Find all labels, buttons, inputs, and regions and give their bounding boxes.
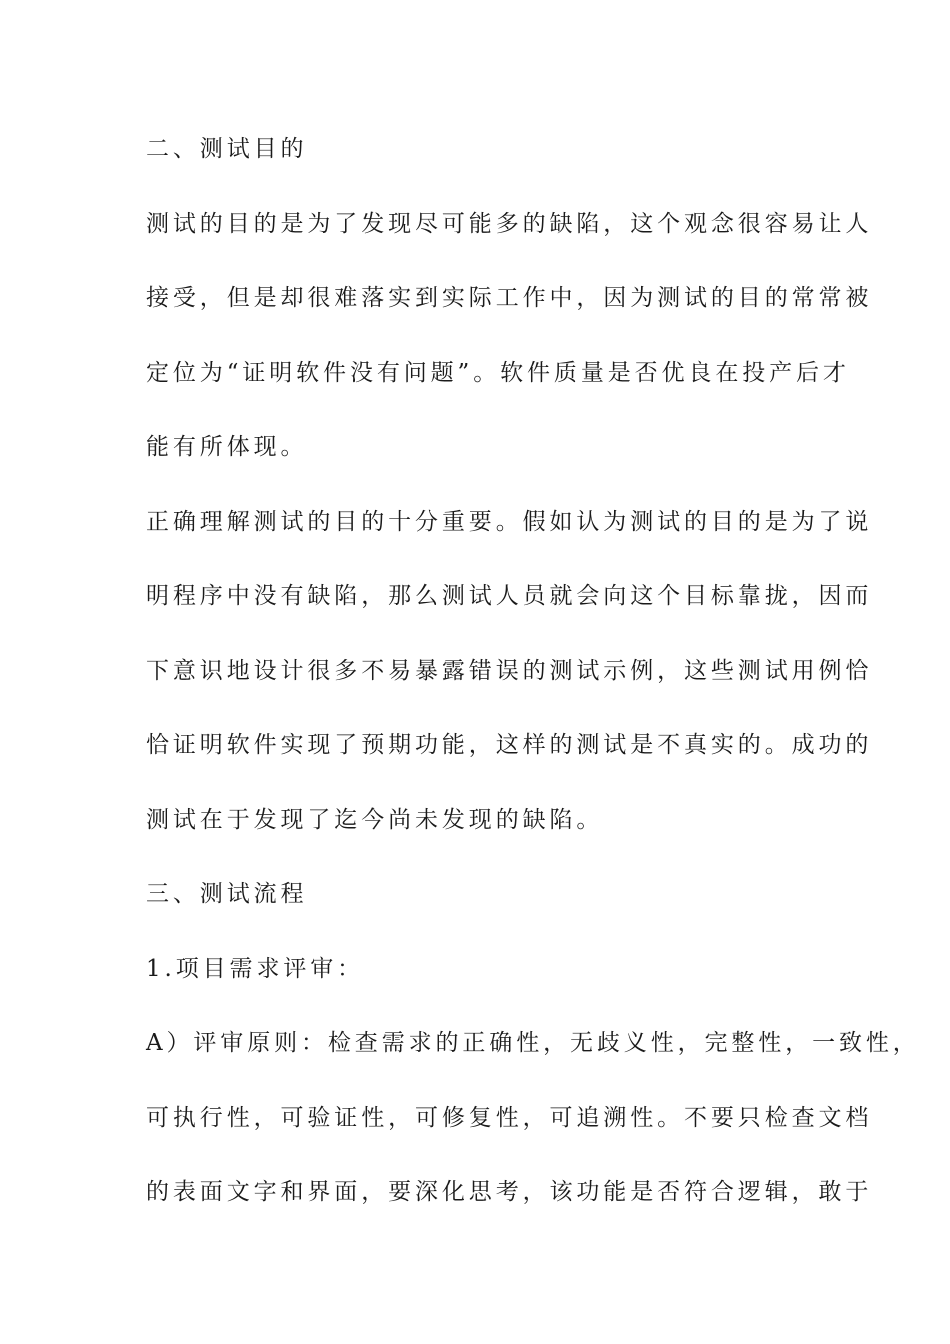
section-heading-test-process: 三、测试流程 (146, 881, 308, 907)
paragraph-line: 的表面文字和界面，要深化思考，该功能是否符合逻辑，敢于 (146, 1179, 873, 1205)
paragraph-line: 能有所体现。 (146, 434, 308, 460)
paragraph-line: 可执行性，可验证性，可修复性，可追溯性。不要只检查文档 (146, 1104, 873, 1131)
subheading-requirements-review: 1.项目需求评审： (146, 955, 365, 982)
paragraph-line: 正确理解测试的目的十分重要。假如认为测试的目的是为了说 (146, 508, 873, 535)
paragraph-line: A）评审原则：检查需求的正确性，无歧义性，完整性，一致性， (146, 1030, 920, 1056)
paragraph-line: 测试的目的是为了发现尽可能多的缺陷，这个观念很容易让人 (146, 210, 873, 237)
paragraph-line: 接受，但是却很难落实到实际工作中，因为测试的目的常常被 (146, 285, 873, 311)
paragraph-line: 定位为“证明软件没有问题”。软件质量是否优良在投产后才 (146, 359, 850, 386)
paragraph-line: 下意识地设计很多不易暴露错误的测试示例，这些测试用例恰 (146, 657, 873, 684)
paragraph-line: 明程序中没有缺陷，那么测试人员就会向这个目标靠拢，因而 (146, 583, 873, 609)
paragraph-line: 测试在于发现了迄今尚未发现的缺陷。 (146, 806, 604, 833)
paragraph-line: 恰证明软件实现了预期功能，这样的测试是不真实的。成功的 (146, 732, 873, 758)
section-heading-test-purpose: 二、测试目的 (146, 136, 308, 162)
document-body (146, 131, 920, 1249)
